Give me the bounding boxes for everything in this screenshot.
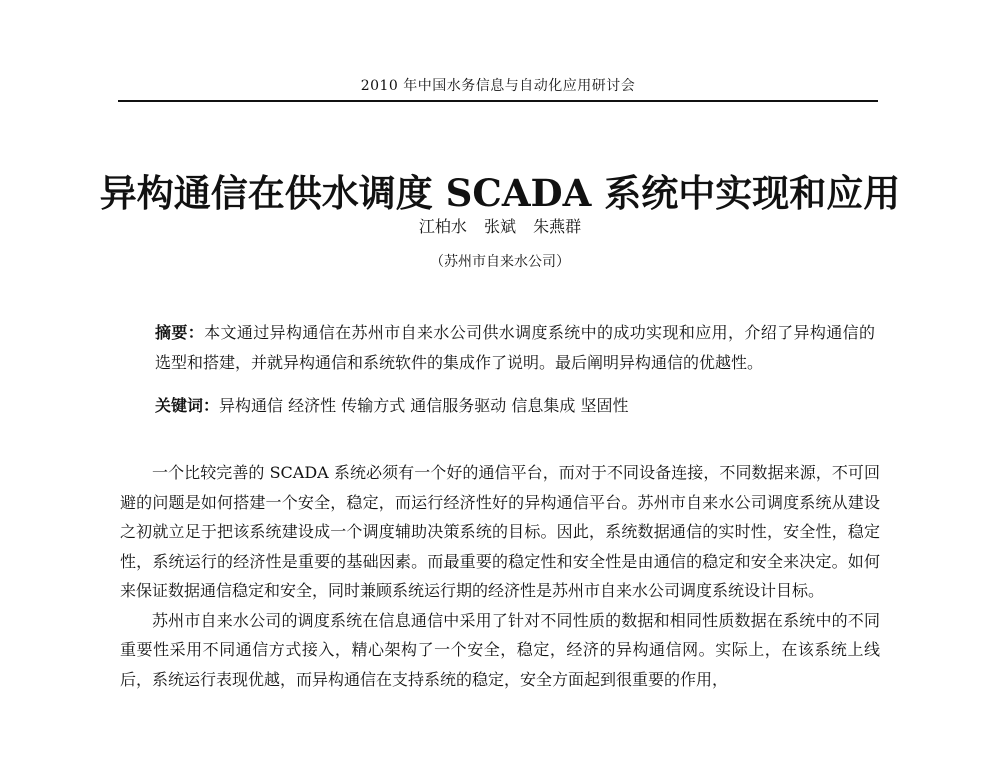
abstract-text: 本文通过异构通信在苏州市自来水公司供水调度系统中的成功实现和应用，介绍了异构通信的选型和搭建，并就异构通信和系统软件的集成作了说明。最后阐明异构通信的优越性。 <box>155 323 875 372</box>
authors: 江柏水 张斌 朱燕群 <box>418 217 582 236</box>
header-rule <box>118 100 878 102</box>
keywords-label: 关键词： <box>155 396 220 415</box>
abstract-label: 摘要： <box>155 323 205 342</box>
keywords-text: 异构通信 经济性 传输方式 通信服务驱动 信息集成 坚固性 <box>219 396 629 415</box>
running-header: 2010 年中国水务信息与自动化应用研讨会 <box>360 78 636 94</box>
paper-title: 异构通信在供水调度 SCADA 系统中实现和应用 <box>99 170 901 215</box>
body-paragraph: 苏州市自来水公司的调度系统在信息通信中采用了针对不同性质的数据和相同性质数据在系统中的不同重要性采用不同通信方式接入，精心架构了一个安全，稳定，经济的异构通信网。实际上，在该系统上线后，系统运行表现优越，而异构通信在支持系统的稳定，安全方面起到很重要的作用， <box>120 610 880 689</box>
keywords <box>155 391 875 421</box>
abstract <box>155 318 875 378</box>
body-text <box>120 458 880 694</box>
body-paragraph: 一个比较完善的 SCADA 系统必须有一个好的通信平台，而对于不同设备连接，不同数据来源，不可回避的问题是如何搭建一个安全，稳定，而运行经济性好的异构通信平台。苏州市自来水公司调度系统从建设之初就立足于把该系统建设成一个调度辅助决策系统的目标。因此，系统数据通信的实时性，安全性，稳定性，系统运行的经济性是重要的基础因素。而最重要的稳定性和安全性是由通信的稳定和安全来决定。如何来保证数据通信稳定和安全，同时兼顾系统运行期的经济性是苏州市自来水公司调度系统设计目标。 <box>120 463 880 600</box>
affiliation: （苏州市自来水公司） <box>430 254 570 270</box>
